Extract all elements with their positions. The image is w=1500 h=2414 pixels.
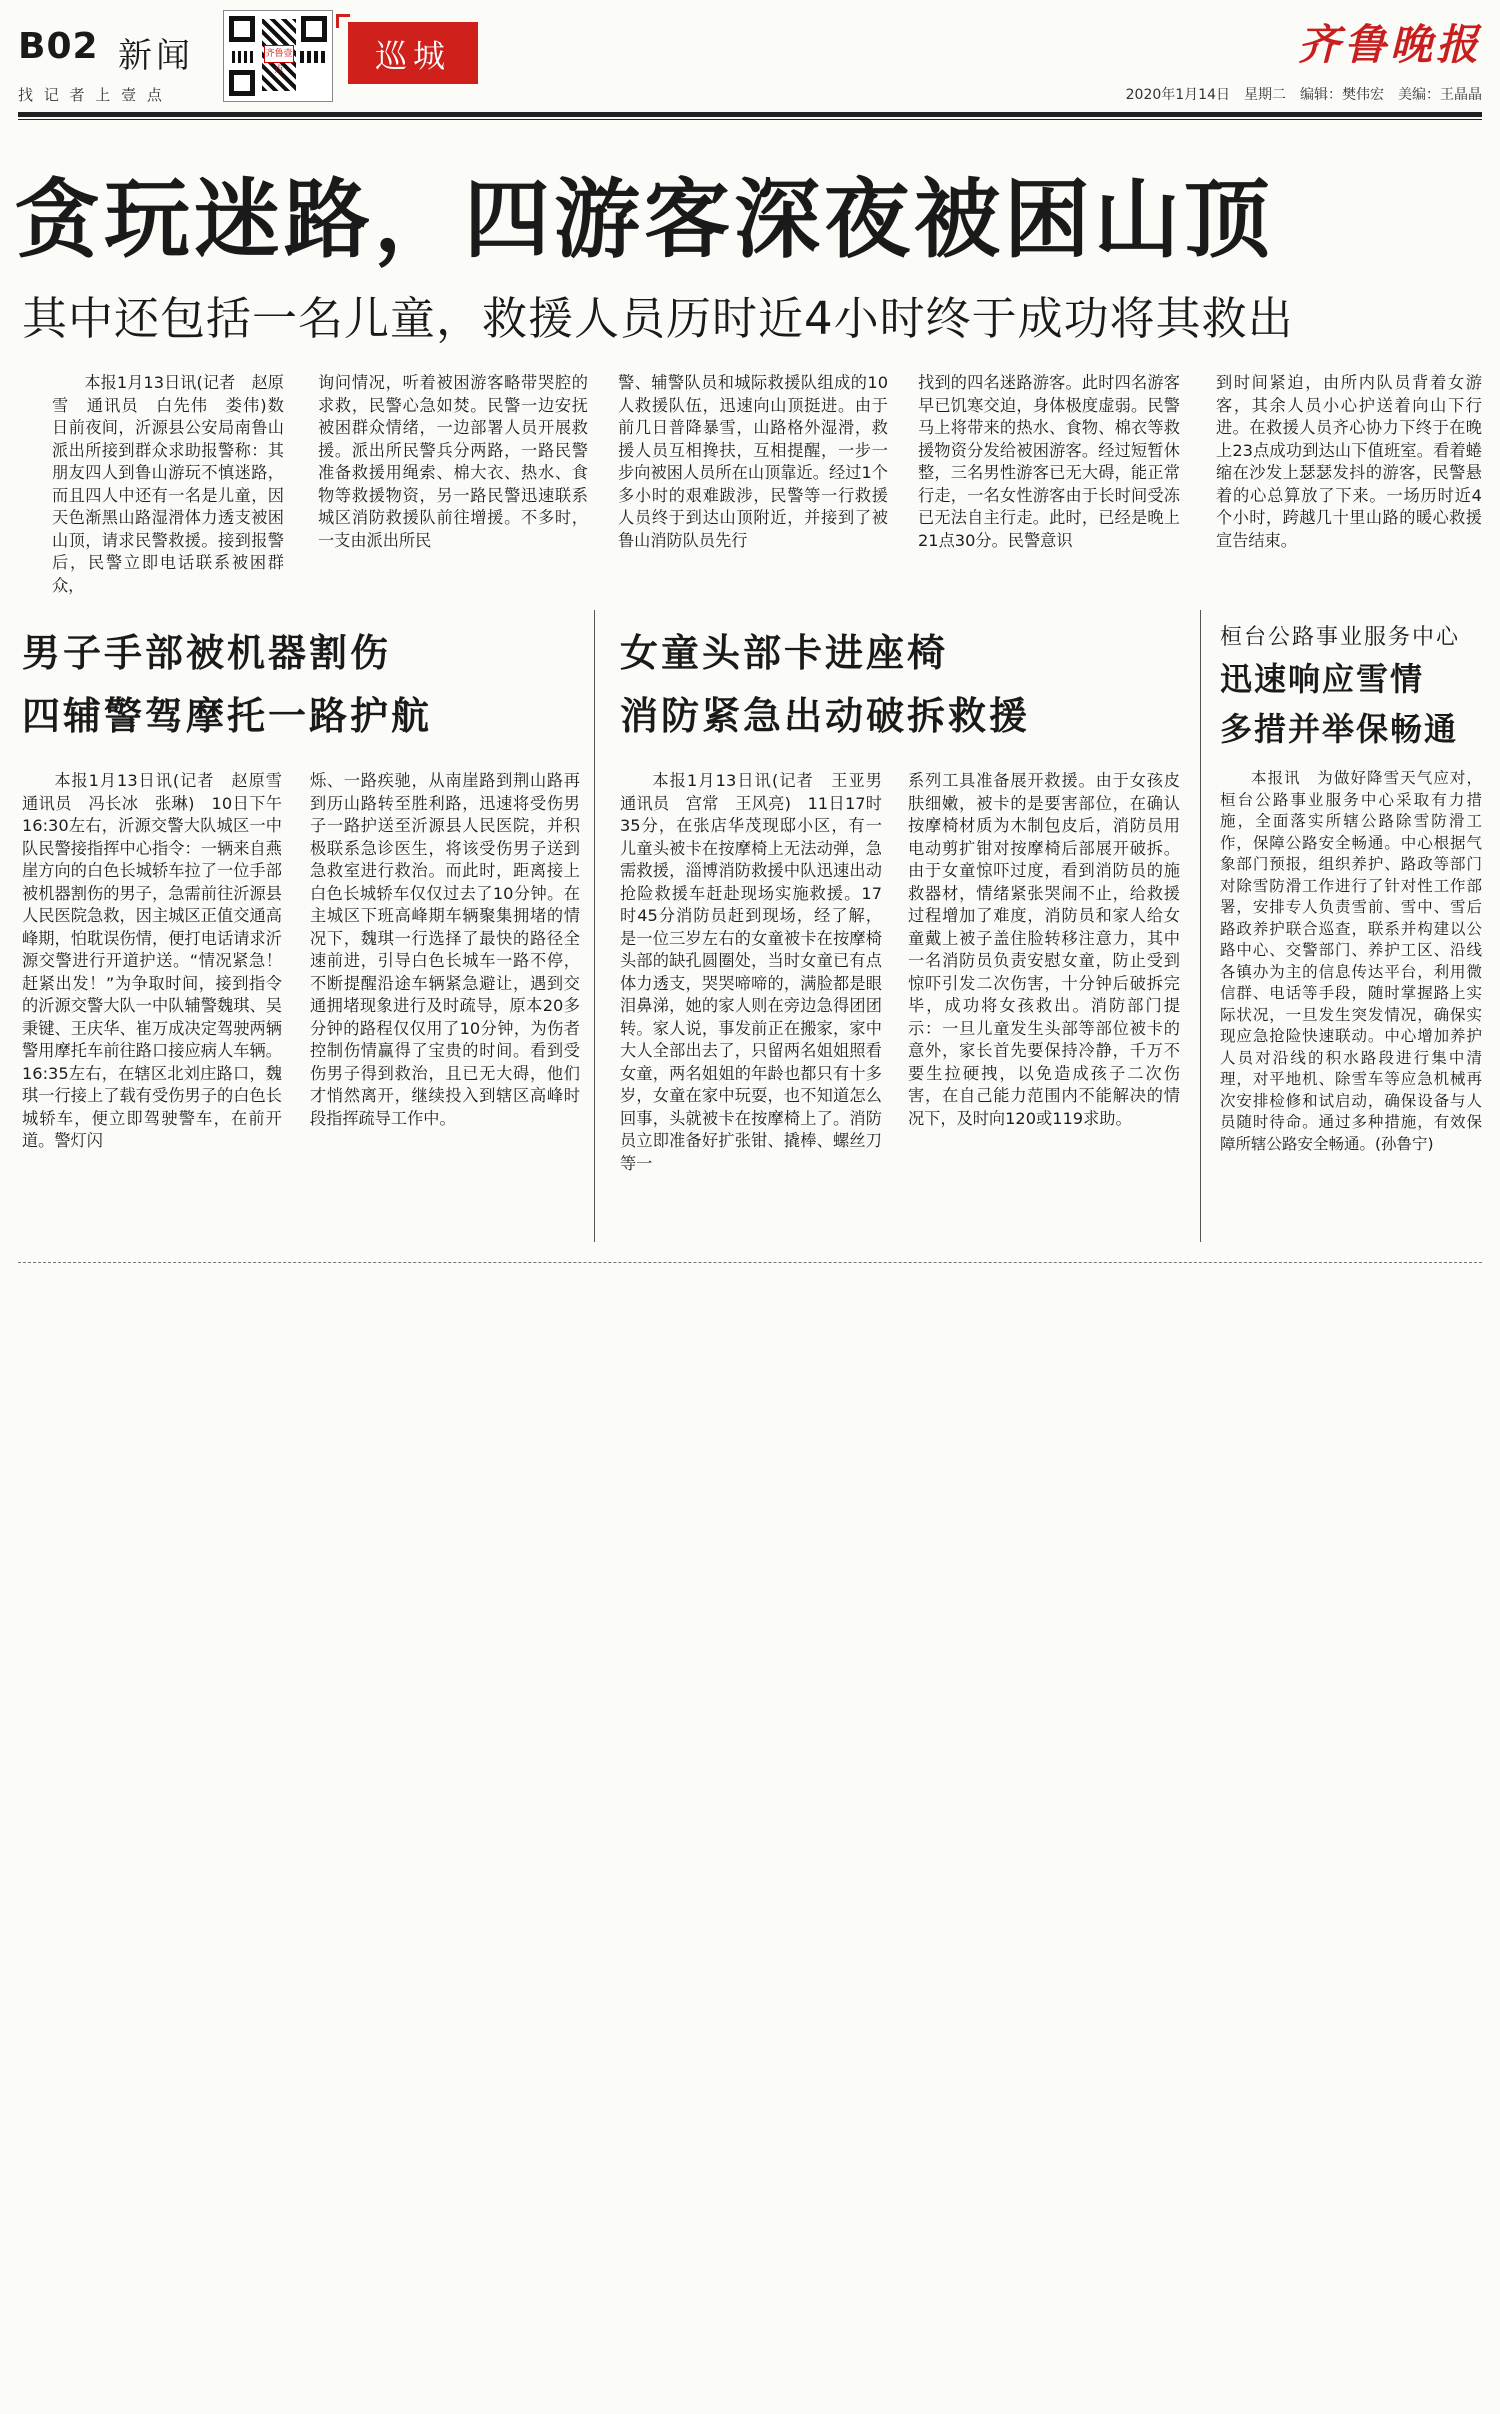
story1-column-2: 烁、一路疾驰，从南崖路到荆山路再到历山路转至胜利路，迅速将受伤男子一路护送至沂源县人民医院，并积极联系急诊医生，将该受伤男子送到急救室进行救治。而此时，距离接上白色长城轿车仅仅过去了10分钟。在主城区下班高峰期车辆聚集拥堵的情况下，魏琪一行选择了最快的路径全速前进，引导白色长城车一路不停，不断提醒沿途车辆紧急避让，遇到交通拥堵现象进行及时疏导，原本20多分钟的路程仅仅用了10分钟，为伤者控制伤情赢得了宝贵的时间。看到受伤男子得到救治，且已无大碍，他们才悄然离开，继续投入到辖区高峰时段指挥疏导工作中。 bbox=[310, 771, 580, 1128]
masthead-rule-thin bbox=[18, 119, 1482, 120]
lead-column-2: 询问情况，听着被困游客略带哭腔的求救，民警心急如焚。民警一边安抚被困群众情绪，一边部署人员开展救援。派出所民警兵分两路，一路民警准备救援用绳索、棉大衣、热水、食物等救援物资，另一路民警迅速联系城区消防救援队前往增援。不多时，一支由派出所民 bbox=[318, 373, 588, 550]
masthead bbox=[18, 8, 1482, 108]
lead-subhead: 其中还包括一名儿童，救援人员历时近4小时终于成功将其救出 bbox=[22, 292, 1294, 345]
divider-story2-story3 bbox=[1200, 610, 1201, 1242]
editor-credit: 编辑：樊伟宏 bbox=[1300, 87, 1384, 103]
lead-headline: 贪玩迷路，四游客深夜被困山顶 bbox=[14, 170, 1274, 270]
section-divider bbox=[18, 1262, 1482, 1263]
section-name: 新闻 bbox=[118, 36, 194, 76]
section-code: B02 bbox=[18, 26, 99, 67]
story3-kicker: 桓台公路事业服务中心 bbox=[1220, 625, 1461, 650]
story2-column-2: 系列工具准备展开救援。由于女孩皮肤细嫩，被卡的是要害部位，在确认按摩椅材质为木制包皮后，消防员用电动剪扩钳对按摩椅后部展开破拆。由于女童惊吓过度，看到消防员的施救器材，情绪紧张哭闹不止，给救援过程增加了难度，消防员和家人给女童戴上被子盖住脸转移注意力，其中一名消防员负责安慰女童，防止受到惊吓引发二次伤害，十分钟后破拆完毕，成功将女孩救出。消防部门提示：一旦儿童发生头部等部位被卡的意外，家长首先要保持冷静，千万不要生拉硬拽，以免造成孩子二次伤害，在自己能力范围内不能解决的情况下，及时向120或119求助。 bbox=[908, 771, 1180, 1128]
lead-column-4: 找到的四名迷路游客。此时四名游客早已饥寒交迫，身体极度虚弱。民警马上将带来的热水、食物、棉衣等救援物资分发给被困游客。经过短暂休整，三名男性游客已无大碍，能正常行走，一名女性游客由于长时间受冻已无法自主行走。此时，已经是晚上21点30分。民警意识 bbox=[918, 373, 1180, 550]
qr-code-icon bbox=[223, 10, 333, 102]
story1-title-line1: 男子手部被机器割伤 bbox=[22, 631, 392, 675]
designer-credit: 美编：王晶晶 bbox=[1398, 87, 1482, 103]
lead-column-5: 到时间紧迫，由所内队员背着女游客，其余人员小心护送着向山下行进。在救援人员齐心协力下终于在晚上23点成功到达山下值班室。看着蜷缩在沙发上瑟瑟发抖的游客，民警悬着的心总算放了下来。一场历时近4个小时，跨越几十里山路的暖心救援宣告结束。 bbox=[1216, 373, 1482, 550]
section-slogan: 找 记 者 上 壹 点 bbox=[18, 86, 165, 104]
lead-column-1: 本报1月13日讯(记者 赵原雪 通讯员 白先伟 娄伟)数日前夜间，沂源县公安局南鲁山派出所接到群众求助报警称：其朋友四人到鲁山游玩不慎迷路，而且四人中还有一名是儿童，因天色渐黑山路湿滑体力透支被困山顶，请求民警救援。接到报警后，民警立即电话联系被困群众， bbox=[52, 373, 284, 595]
story1-title-line2: 四辅警驾摩托一路护航 bbox=[22, 694, 433, 738]
dateline bbox=[1112, 84, 1482, 104]
story3-title-line1: 迅速响应雪情 bbox=[1220, 660, 1425, 698]
story2-title-line1: 女童头部卡进座椅 bbox=[620, 631, 949, 675]
lead-column-3: 警、辅警队员和城际救援队组成的10人救援队伍，迅速向山顶挺进。由于前几日普降暴雪，山路格外湿滑，救援人员互相搀扶，互相提醒，一步一步向被困人员所在山顶靠近。经过1个多小时的艰难跋涉，民警等一行救援人员终于到达山顶附近，并接到了被鲁山消防队员先行 bbox=[618, 373, 888, 550]
newspaper-logo: 齐鲁晚报 bbox=[1297, 20, 1482, 69]
qr-label: 齐鲁壹点 bbox=[264, 45, 294, 63]
story1-column-1: 本报1月13日讯(记者 赵原雪 通讯员 冯长冰 张琳) 10日下午16:30左右，沂源交警大队城区一中队民警接指挥中心指令：一辆来自燕崖方向的白色长城轿车拉了一位手部被机器割伤的男子，急需前往沂源县人民医院急救，因主城区正值交通高峰期，怕耽误伤情，便打电话请求沂源交警进行开道护送。“情况紧急！赶紧出发！”为争取时间，接到指令的沂源交警大队一中队辅警魏琪、吴秉键、王庆华、崔万成决定驾驶两辆警用摩托车前往路口接应病人车辆。16:35左右，在辖区北刘庄路口，魏琪一行接上了载有受伤男子的白色长城轿车，便立即驾驶警车，在前开道。警灯闪 bbox=[22, 771, 299, 1150]
story2-column-1: 本报1月13日讯(记者 王亚男 通讯员 宫常 王风亮) 11日17时35分，在张店华茂现邸小区，有一儿童头被卡在按摩椅上无法动弹，急需救援，淄博消防救援中队迅速出动抢险救援车赶赴现场实施救援。17时45分消防员赶到现场，经了解，是一位三岁左右的女童被卡在按摩椅头部的缺孔圆圈处，当时女童已有点体力透支，哭哭啼啼的，满脸都是眼泪鼻涕，她的家人则在旁边急得团团转。家人说，事发前正在搬家，家中大人全部出去了，只留两名姐姐照看女童，两名姐姐的年龄也都只有十多岁，女童在家中玩耍，也不知道怎么回事，头就被卡在按摩椅上了。消防员立即准备好扩张钳、撬棒、螺丝刀等一 bbox=[620, 771, 899, 1173]
issue-weekday: 星期二 bbox=[1244, 87, 1286, 103]
story3-title-line2: 多措并举保畅通 bbox=[1220, 710, 1459, 748]
story3-column: 本报讯 为做好降雪天气应对，桓台公路事业服务中心采取有力措施，全面落实所辖公路除雪防滑工作，保障公路安全畅通。中心根据气象部门预报，组织养护、路政等部门对除雪防滑工作进行了针对性工作部署，安排专人负责雪前、雪中、雪后路政养护联合巡查，联系并构建以公路中心、交警部门、养护工区、沿线各镇办为主的信息传达平台，利用微信群、电话等手段，随时掌握路上实际状况，一旦发生突发情况，确保实现应急抢险快速联动。中心增加养护人员对沿线的积水路段进行集中清理，对平地机、除雪车等应急机械再次安排检修和试启动，确保设备与人员随时待命。通过多种措施，有效保障所辖公路安全畅通。(孙鲁宁) bbox=[1220, 769, 1482, 1153]
divider-story1-story2 bbox=[594, 610, 595, 1242]
column-tab bbox=[348, 22, 478, 84]
story2-title-line2: 消防紧急出动破拆救援 bbox=[620, 694, 1031, 738]
column-tab-label: 巡城 bbox=[374, 37, 451, 75]
issue-date: 2020年1月14日 bbox=[1125, 87, 1230, 103]
masthead-rule bbox=[18, 112, 1482, 117]
